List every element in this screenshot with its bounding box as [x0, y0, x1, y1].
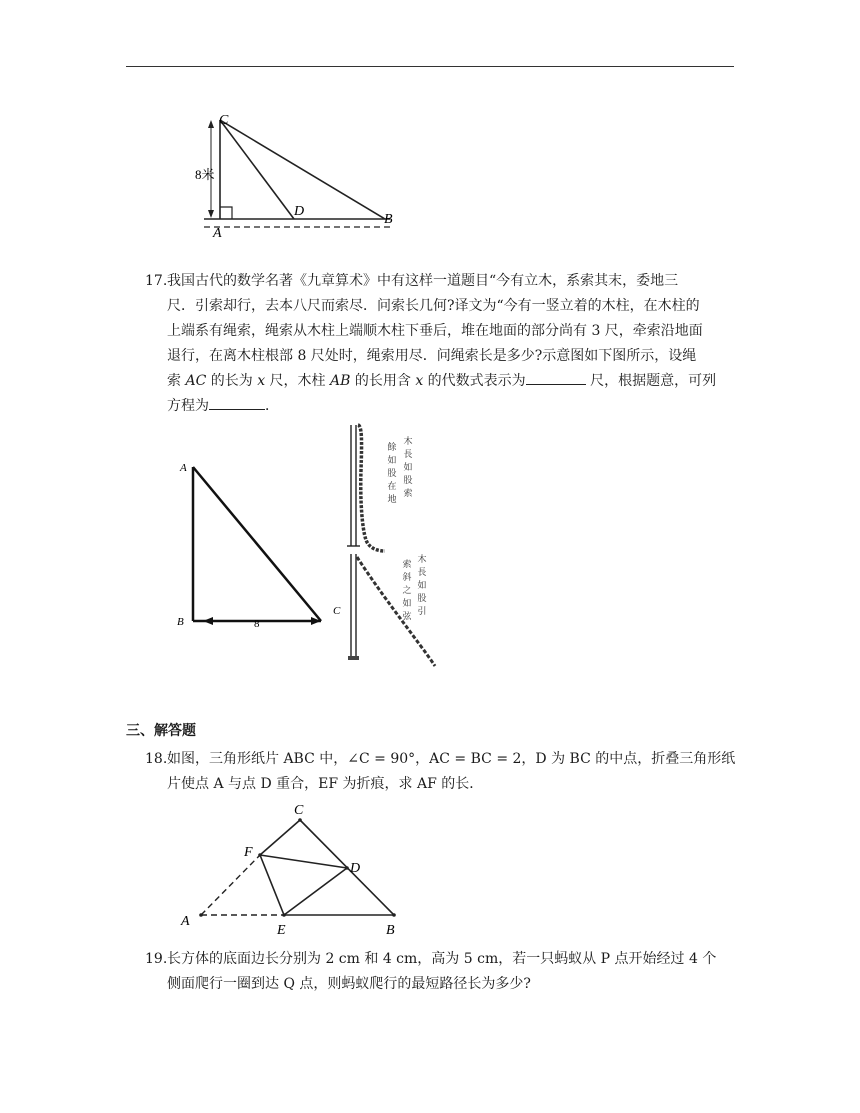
- question-line: 我国古代的数学名著《九章算术》中有这样一道题目“今有立木，系索其末，委地三: [167, 273, 679, 289]
- label-a: A: [181, 914, 190, 929]
- question-17: [145, 269, 737, 419]
- question-line: 上端系有绳索，绳索从木柱上端顺木柱下垂后，堆在地面的部分尚有 3 尺，牵索沿地面: [167, 323, 703, 339]
- label-c: C: [219, 113, 229, 128]
- label-d: D: [350, 861, 361, 876]
- ancient-text-top-col1: 木長如股索: [403, 436, 413, 498]
- label-c: C: [294, 803, 304, 818]
- question-number: 17.: [145, 273, 168, 289]
- question-line: 如图，三角形纸片 ABC 中，∠C = 90°，AC = BC = 2，D 为 BC 的中点，折叠三角形纸: [167, 751, 736, 767]
- label-b: B: [177, 616, 184, 628]
- figure-folded-triangle: [175, 800, 415, 940]
- question-line: 索 AC 的长为 x 尺，木柱 AB 的长用含 x 的代数式表示为 尺，根据题意，可列: [145, 369, 737, 394]
- ancient-text-top-col2: 餘如股在地: [387, 442, 397, 504]
- question-line: 尺．引索却行，去本八尺而索尽．问索长几何?译文为“今有一竖立着的木柱，在木柱的: [167, 298, 700, 314]
- question-line: 长方体的底面边长分别为 2 cm 和 4 cm，高为 5 cm，若一只蚂蚁从 P 点开始经过 4 个: [167, 951, 717, 967]
- figure-right-triangle-8m: [190, 110, 410, 240]
- label-f: F: [244, 845, 253, 860]
- question-line: 片使点 A 与点 D 重合，EF 为折痕，求 AF 的长．: [167, 776, 484, 792]
- answer-blank[interactable]: [526, 370, 586, 385]
- label-a: A: [213, 226, 222, 240]
- question-number: 19.: [145, 951, 168, 967]
- label-b: B: [384, 212, 393, 227]
- ancient-text-bottom-col1: 木長如股引: [417, 554, 427, 616]
- question-18: [145, 747, 737, 797]
- label-b: B: [386, 923, 395, 938]
- ancient-text-bottom-col2: 索斜之如弦: [402, 559, 412, 621]
- label-a: A: [180, 462, 187, 474]
- answer-blank[interactable]: [209, 395, 265, 410]
- question-number: 18.: [145, 751, 168, 767]
- figure-rope-and-pole: [170, 420, 470, 670]
- label-d: D: [294, 204, 305, 219]
- question-line: 退行，在离木柱根部 8 尺处时，绳索用尽．问绳索长是多少?示意图如下图所示，设绳: [167, 348, 697, 364]
- label-side-8m: 8米: [195, 167, 215, 182]
- label-base-8: 8: [254, 618, 260, 630]
- header-rule: [126, 66, 734, 67]
- label-e: E: [277, 923, 286, 938]
- question-line: 方程为 ．: [145, 394, 737, 419]
- question-line: 侧面爬行一圈到达 Q 点，则蚂蚁爬行的最短路径长为多少?: [167, 976, 531, 992]
- label-c: C: [333, 605, 341, 617]
- section-heading: 三、解答题: [126, 723, 196, 739]
- question-19: [145, 947, 737, 997]
